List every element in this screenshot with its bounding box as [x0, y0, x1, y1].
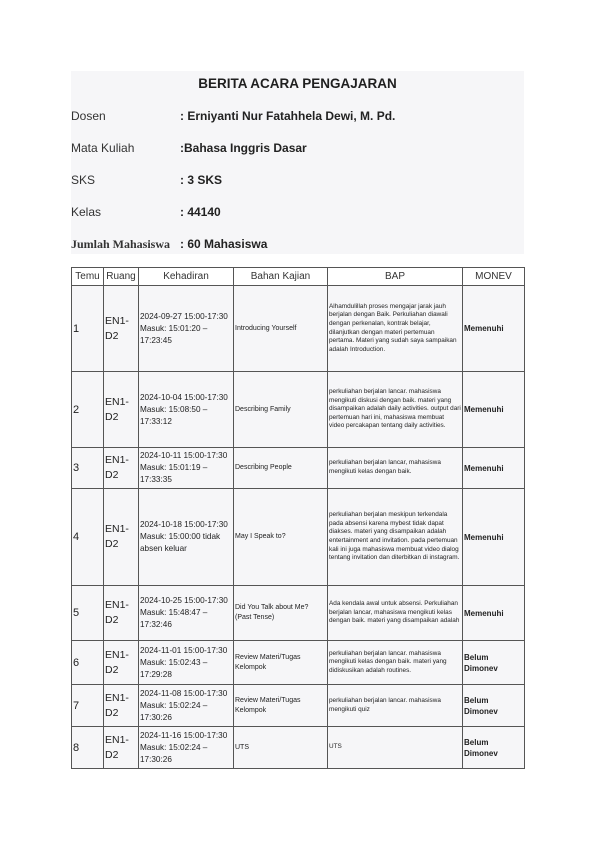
ruang-cell: EN1-D2: [104, 286, 139, 372]
ruang-cell: EN1-D2: [104, 685, 139, 727]
temu-cell: 3: [72, 448, 104, 489]
waktu-text: 2024-10-11 15:00-17:30: [140, 451, 228, 460]
kehadiran-cell: [139, 489, 234, 586]
kelas-label: Kelas: [71, 205, 102, 219]
bap-cell: perkuliahan berjalan lancar. mahasiswa mengikuti diskusi dengan baik. materi yang disampaikan adalah daily activities. output dari pertemuan hari ini, mahasiswa membuat video percakapan tentang daily activities.: [328, 372, 463, 448]
column-header-temu: Temu: [72, 268, 104, 286]
ruang-cell: EN1-D2: [104, 372, 139, 448]
info-row-mata-kuliah: [71, 141, 524, 157]
kehadiran-cell: [139, 685, 234, 727]
monev-cell: Memenuhi: [463, 586, 525, 641]
bahan-kajian-cell: Describing Family: [234, 372, 328, 448]
bahan-kajian-cell: Review Materi/Tugas Kelompok: [234, 685, 328, 727]
bahan-kajian-cell: Describing People: [234, 448, 328, 489]
table-header: [72, 268, 525, 286]
masuk-text: Masuk: 15:01:20 – 17:23:45: [140, 323, 208, 345]
bap-cell: perkuliahan berjalan lancar, mahasiswa mengikuti kelas dengan baik.: [328, 448, 463, 489]
kehadiran-cell: [139, 286, 234, 372]
masuk-text: Masuk: 15:48:47 – 17:32:46: [140, 608, 208, 629]
monev-cell: Memenuhi: [463, 286, 525, 372]
ruang-cell: EN1-D2: [104, 727, 139, 769]
waktu-text: 2024-10-18 15:00-17:30: [140, 520, 228, 529]
kehadiran-cell: [139, 727, 234, 769]
bahan-kajian-cell: May I Speak to?: [234, 489, 328, 586]
bap-cell: Ada kendala awal untuk absensi. Perkuliahan berjalan lancar, mahasiswa mengikuti kelas dengan baik. materi yang disampaikan adalah: [328, 586, 463, 641]
table-row: [72, 448, 525, 489]
sks-value: : 3 SKS: [180, 173, 223, 187]
bahan-kajian-cell: Introducing Yourself: [234, 286, 328, 372]
kelas-value: : 44140: [180, 205, 221, 219]
temu-cell: 6: [72, 641, 104, 685]
monev-cell: Memenuhi: [463, 489, 525, 586]
dosen-value: : Erniyanti Nur Fatahhela Dewi, M. Pd.: [180, 109, 396, 123]
table-row: [72, 641, 525, 685]
table-row: [72, 489, 525, 586]
monev-cell: Belum Dimonev: [463, 727, 525, 769]
masuk-text: Masuk: 15:00:00 tidak absen keluar: [140, 532, 221, 553]
table-row: [72, 286, 525, 372]
masuk-text: Masuk: 15:02:43 – 17:29:28: [140, 657, 208, 679]
info-row-kelas: [71, 205, 524, 221]
bap-cell: Alhamdulillah proses mengajar jarak jauh berjalan dengan Baik. Perkuliahan diawali dengan perkenalan, kontrak belajar, dilanjutkan dengan materi pertemuan pertama. Materi yang sudah saya sampaikan adalah Introduction.: [328, 286, 463, 372]
bap-cell: UTS: [328, 727, 463, 769]
ruang-cell: EN1-D2: [104, 489, 139, 586]
info-row-sks: [71, 173, 524, 189]
info-row-dosen: [71, 109, 524, 125]
waktu-text: 2024-11-16 15:00-17:30: [140, 730, 228, 740]
bap-cell: perkuliahan berjalan lancar. mahasiswa mengikuti quiz: [328, 685, 463, 727]
temu-cell: 7: [72, 685, 104, 727]
temu-cell: 4: [72, 489, 104, 586]
mata-kuliah-value: :Bahasa Inggris Dasar: [180, 141, 307, 155]
masuk-text: Masuk: 15:02:24 – 17:30:26: [140, 742, 208, 764]
column-header-monev: MONEV: [463, 268, 525, 286]
kehadiran-cell: [139, 372, 234, 448]
bahan-kajian-cell: Review Materi/Tugas Kelompok: [234, 641, 328, 685]
waktu-text: 2024-09-27 15:00-17:30: [140, 311, 228, 321]
waktu-text: 2024-11-01 15:00-17:30: [140, 645, 228, 655]
table-row: [72, 586, 525, 641]
column-header-bap: BAP: [328, 268, 463, 286]
jumlah-mahasiswa-value: : 60 Mahasiswa: [180, 237, 268, 251]
masuk-text: Masuk: 15:02:24 – 17:30:26: [140, 700, 208, 722]
column-header-bahan-kajian: Bahan Kajian: [234, 268, 328, 286]
bap-table: [71, 267, 525, 769]
info-row-jumlah-mahasiswa: [71, 237, 524, 253]
dosen-label: Dosen: [71, 109, 106, 123]
document-title: BERITA ACARA PENGAJARAN: [198, 76, 397, 91]
bap-cell: perkuliahan berjalan lancar. mahasiswa mengikuti kelas dengan baik. materi yang didiskusikan adalah routines.: [328, 641, 463, 685]
kehadiran-cell: [139, 641, 234, 685]
jumlah-mahasiswa-label: Jumlah Mahasiswa: [71, 237, 171, 251]
waktu-text: 2024-11-08 15:00-17:30: [140, 688, 228, 698]
waktu-text: 2024-10-25 15:00-17:30: [140, 596, 228, 605]
monev-cell: Belum Dimonev: [463, 641, 525, 685]
column-header-kehadiran: Kehadiran: [139, 268, 234, 286]
ruang-cell: EN1-D2: [104, 641, 139, 685]
temu-cell: 5: [72, 586, 104, 641]
bahan-kajian-cell: UTS: [234, 727, 328, 769]
table-row: [72, 727, 525, 769]
monev-cell: Belum Dimonev: [463, 685, 525, 727]
bap-cell: perkuliahan berjalan meskipun terkendala pada absensi karena mybest tidak dapat diakses. materi yang disampaikan adalah entertainment and invitation. pada pertemuan kali ini juga mahasiswa membuat video dialog tentang invitation dan diterbitkan di instagram.: [328, 489, 463, 586]
table-row: [72, 685, 525, 727]
monev-cell: Memenuhi: [463, 372, 525, 448]
masuk-text: Masuk: 15:01:19 – 17:33:35: [140, 463, 208, 484]
ruang-cell: EN1-D2: [104, 448, 139, 489]
masuk-text: Masuk: 15:08:50 – 17:33:12: [140, 404, 208, 426]
waktu-text: 2024-10-04 15:00-17:30: [140, 392, 228, 402]
mata-kuliah-label: Mata Kuliah: [71, 141, 135, 155]
temu-cell: 1: [72, 286, 104, 372]
table-row: [72, 372, 525, 448]
kehadiran-cell: [139, 448, 234, 489]
bahan-kajian-cell: Did You Talk about Me? (Past Tense): [234, 586, 328, 641]
monev-cell: Memenuhi: [463, 448, 525, 489]
ruang-cell: EN1-D2: [104, 586, 139, 641]
sks-label: SKS: [71, 173, 96, 187]
column-header-ruang: Ruang: [104, 268, 139, 286]
temu-cell: 2: [72, 372, 104, 448]
header-section: [71, 71, 524, 254]
temu-cell: 8: [72, 727, 104, 769]
kehadiran-cell: [139, 586, 234, 641]
